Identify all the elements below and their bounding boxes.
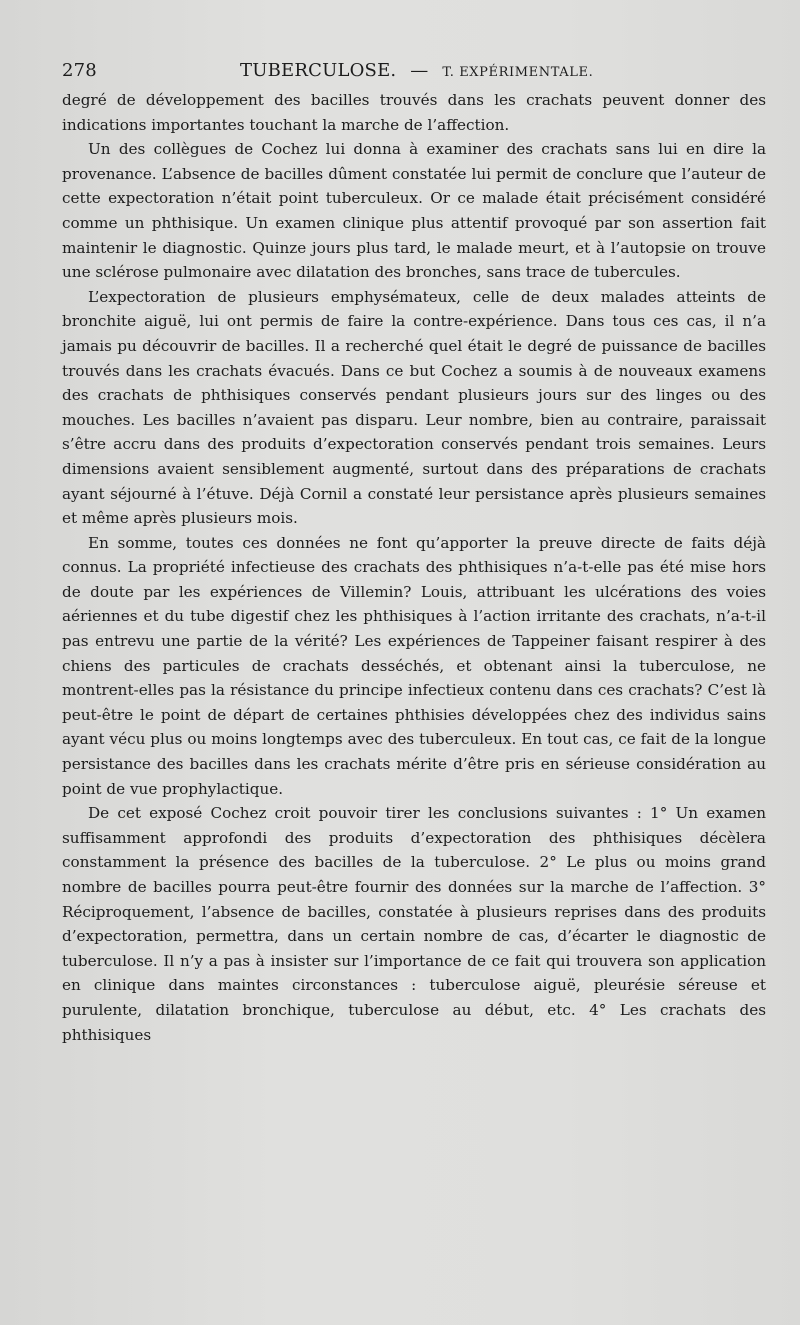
paragraph: En somme, toutes ces données ne font qu’apporter la preuve directe de faits déjà connus. La propriété infectieuse des crachats des phthisiques n’a-t-elle pas été mise hors de doute par les expériences de Villemin? Louis, attribuant les ulcérations des voies aériennes et du tube digestif chez les phthisiques à l’action irritante des crachats, n’a-t-il pas entrevu une partie de la vérité? Les expériences de Tappeiner faisant respirer à des chiens des particules de crachats desséchés, et obtenant ainsi la tuberculose, ne montrent-elles pas la résistance du principe infectieux contenu dans ces crachats? C’est là peut-être le point de départ de certaines phthisies développées chez des individus sains ayant vécu plus ou moins longtemps avec des tuberculeux. En tout cas, ce fait de la longue persistance des bacilles dans les crachats mérite d’être pris en sérieuse considération au point de vue prophylactique. xyxy=(62,533,766,798)
running-head-separator: — xyxy=(410,60,429,81)
running-head-title: TUBERCULOSE. xyxy=(240,60,397,81)
page-header xyxy=(62,58,766,88)
page-number: 278 xyxy=(62,60,97,81)
paragraph: Un des collègues de Cochez lui donna à examiner des crachats sans lui en dire la provenance. L’absence de bacilles dûment constatée lui permit de conclure que l’auteur de cette expectoration n’était point tuberculeux. Or ce malade était précisément considéré comme un phthisique. Un examen clinique plus attentif provoqué par son assertion fait maintenir le diagnostic. Quinze jours plus tard, le malade meurt, et à l’autopsie on trouve une sclérose pulmonaire avec dilatation des bronches, sans trace de tubercules. xyxy=(62,140,766,282)
paragraph-continued: degré de développement des bacilles trouvés dans les crachats peuvent donner des indications importantes touchant la marche de l’affection. xyxy=(62,91,766,134)
running-head-subtitle: T. EXPÉRIMENTALE. xyxy=(442,65,594,80)
body-text xyxy=(62,88,766,1047)
paragraph: L’expectoration de plusieurs emphysémateux, celle de deux malades atteints de bronchite aiguë, lui ont permis de faire la contre-expérience. Dans tous ces cas, il n’a jamais pu découvrir de bacilles. Il a recherché quel était le degré de puissance de bacilles trouvés dans les crachats évacués. Dans ce but Cochez a soumis à de nouveaux examens des crachats de phthisiques conservés pendant plusieurs jours sur des linges ou des mouches. Les bacilles n’avaient pas disparu. Leur nombre, bien au contraire, paraissait s’être accru dans des produits d’expectoration conservés pendant trois semaines. Leurs dimensions avaient sensiblement augmenté, surtout dans des préparations de crachats ayant séjourné à l’étuve. Déjà Cornil a constaté leur persistance après plusieurs semaines et même après plusieurs mois. xyxy=(62,287,766,528)
running-head xyxy=(240,60,593,81)
paragraph: De cet exposé Cochez croit pouvoir tirer les conclusions suivantes : 1° Un examen suffisamment approfondi des produits d’expectoration des phthisiques décèlera constamment la présence des bacilles de la tuberculose. 2° Le plus ou moins grand nombre de bacilles pourra peut-être fournir des données sur la marche de l’affection. 3° Réciproquement, l’absence de bacilles, constatée à plusieurs reprises dans des produits d’expectoration, permettra, dans un certain nombre de cas, d’écarter le diagnostic de tuberculose. Il n’y a pas à insister sur l’importance de ce fait qui trouvera son application en clinique dans maintes circonstances : tuberculose aiguë, pleurésie séreuse et purulente, dilatation bronchique, tuberculose au début, etc. 4° Les crachats des phthisiques xyxy=(62,804,766,1044)
